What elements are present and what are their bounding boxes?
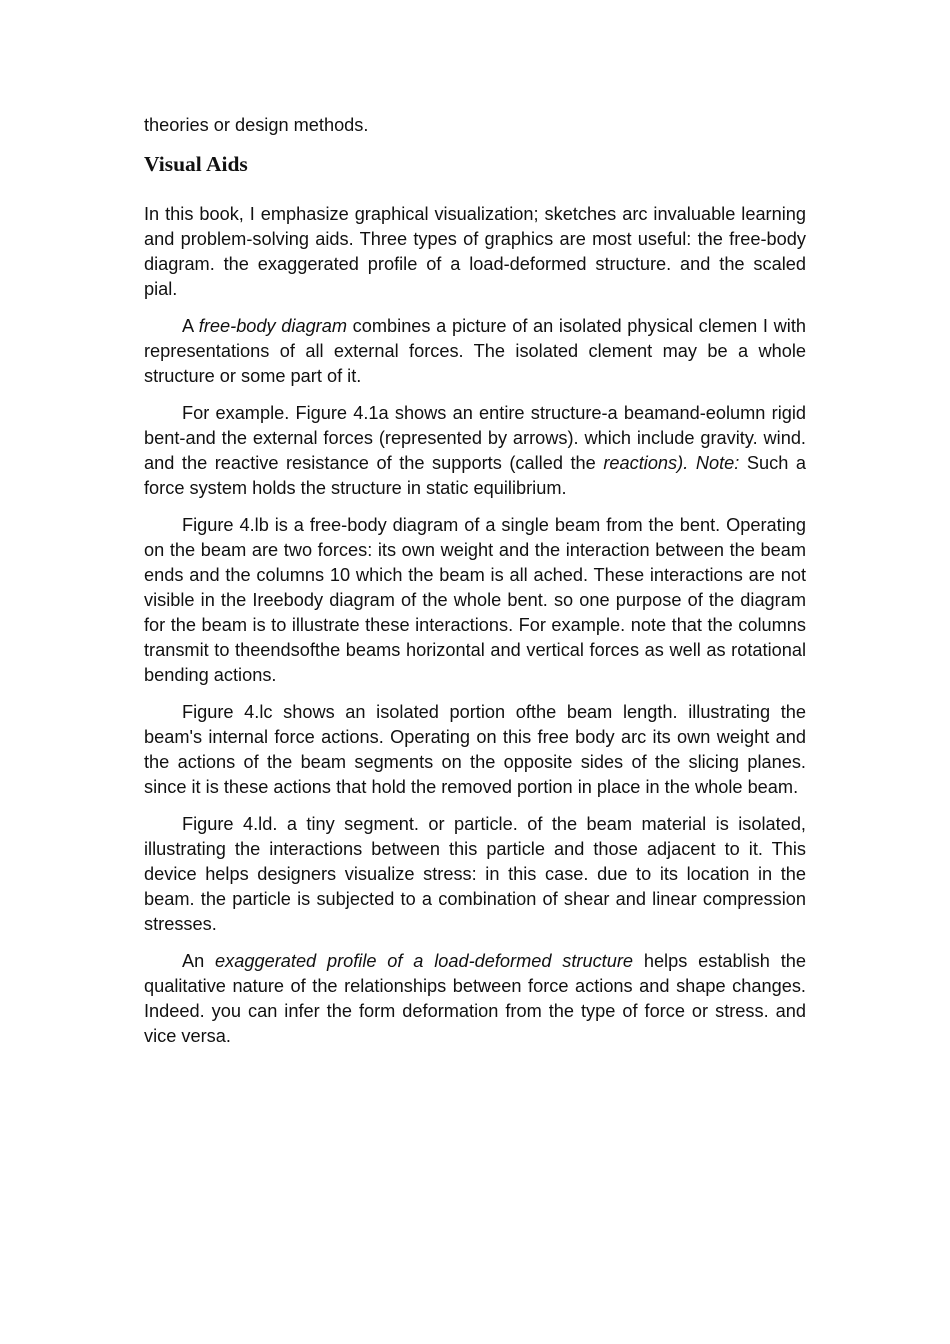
continuation-text: theories or design methods. [144, 115, 369, 135]
paragraph-text: A [182, 316, 199, 336]
paragraph-figure-4-1a [144, 401, 806, 501]
paragraph-figure-4-1d: Figure 4.ld. a tiny segment. or particle. of the beam material is isolated, illustrating the interactions between this particle and those adjacent to it. This device helps designers visualize stress: in this case. due to its location in the beam. the particle is subjected to a combination of shear and linear compression stresses. [144, 814, 806, 934]
paragraph-text: An [182, 951, 216, 971]
paragraph-text: For example. Figure 4.1a shows an entire structure-a beamand-eolumn rigid bent-and the external forces (represented by arrows). which include gravity. wind. and the reactive resistance of the supports (called the [144, 403, 806, 473]
paragraph-text: helps establish the qualitative nature of the relationships between force actions and shape changes. Indeed. you can infer the form deformation from the type of force or stress. and vice versa. [144, 951, 806, 1046]
emphasis-term: exaggerated profile of a load-deformed structure [215, 951, 634, 971]
paragraph-figure-4-1c: Figure 4.lc shows an isolated portion ofthe beam length. illustrating the beam's internal force actions. Operating on this free body arc its own weight and the actions of the beam segments on the opposite sides of the slicing planes. since it is these actions that hold the removed portion in place in the whole beam. [144, 702, 806, 797]
paragraph-text: Such a force system holds the structure in static equilibrium. [144, 453, 806, 498]
document-page [144, 113, 806, 1061]
paragraph-intro: In this book, I emphasize graphical visualization; sketches arc invaluable learning and problem-solving aids. Three types of graphics are most useful: the free-body diagram. the exaggerated profile of a load-deformed structure. and the scaled pial. [144, 204, 806, 299]
paragraph-free-body-diagram [144, 314, 806, 389]
section-heading: Visual Aids [144, 152, 248, 176]
emphasis-term: reactions). Note: [603, 453, 740, 473]
paragraph-exaggerated-profile [144, 949, 806, 1049]
emphasis-term: free-body diagram [198, 316, 348, 336]
paragraph-text: combines a picture of an isolated physical clemen I with representations of all external forces. The isolated clement may be a whole structure or some part of it. [144, 316, 806, 386]
paragraph-figure-4-1b: Figure 4.lb is a free-body diagram of a single beam from the bent. Operating on the beam are two forces: its own weight and the interaction between the beam ends and the columns 10 which the beam is all ached. These interactions are not visible in the Ireebody diagram of the whole bent. so one purpose of the diagram for the beam is to illustrate these interactions. For example. note that the columns transmit to theendsofthe beams horizontal and vertical forces as well as rotational bending actions. [144, 515, 806, 685]
